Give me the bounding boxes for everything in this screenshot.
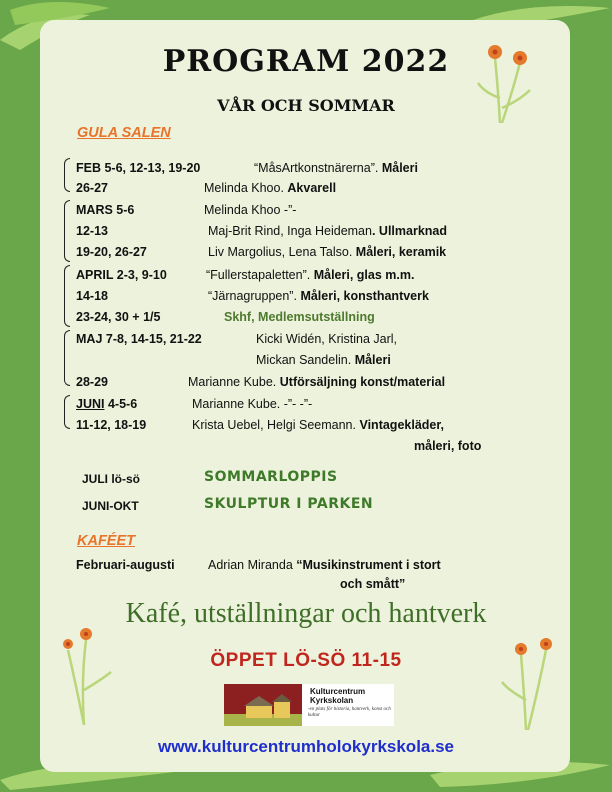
website-link[interactable]: www.kulturcentrumholokyrkskola.se	[157, 737, 454, 756]
row-text: Melinda Khoo -”-	[204, 203, 297, 217]
kafeet-text: Adrian Miranda “Musikinstrument i stort	[208, 558, 441, 572]
row-text: Melinda Khoo. Akvarell	[204, 181, 337, 195]
row-date: 26-27	[76, 181, 108, 195]
row-text: Kicki Widén, Kristina Jarl,	[256, 332, 398, 346]
flower-icon-bottom-right	[496, 620, 566, 730]
row-text: Marianne Kube. Utförsäljning konst/material	[188, 375, 446, 389]
row-text: “Järnagruppen”. Måleri, konsthantverk	[208, 289, 429, 303]
summer-date: JUNI-OKT	[82, 499, 139, 513]
logo-image	[224, 684, 302, 726]
bracket-maj	[64, 330, 70, 386]
bracket-april	[64, 265, 70, 327]
summer-event: SOMMARLOPPIS	[204, 469, 338, 485]
row-text: “MåsArtkonstnärerna”. Måleri	[254, 161, 418, 175]
row-date: 23-24, 30 + 1/5	[76, 310, 161, 324]
page-title: PROGRAM 2022	[162, 44, 450, 79]
opening-hours: ÖPPET LÖ-SÖ 11-15	[210, 650, 402, 671]
row-text: Krista Uebel, Helgi Seemann. Vintagekläder,	[192, 418, 445, 432]
row-date: FEB 5-6, 12-13, 19-20	[76, 161, 201, 175]
row-date: 14-18	[76, 289, 108, 303]
logo-name: Kulturcentrum Kyrkskolan	[310, 687, 366, 705]
summer-event: SKULPTUR I PARKEN	[204, 496, 374, 512]
kafeet-text-continued: och smått”	[340, 577, 406, 591]
summer-date: JULI lö-sö	[82, 472, 141, 486]
row-date: 12-13	[76, 224, 108, 238]
section-heading-kafeet: KAFÉET	[77, 533, 135, 549]
row-date: 19-20, 26-27	[76, 245, 147, 259]
row-date: MARS 5-6	[76, 203, 135, 217]
section-heading-gula-salen: GULA SALEN	[77, 125, 171, 141]
row-date: APRIL 2-3, 9-10	[76, 268, 167, 282]
row-text: Marianne Kube. -”- -”-	[192, 397, 313, 411]
row-text-continued: måleri, foto	[414, 439, 482, 453]
bracket-mars	[64, 200, 70, 262]
bracket-juni	[64, 395, 70, 429]
row-text: Mickan Sandelin. Måleri	[256, 353, 391, 367]
row-date: MAJ 7-8, 14-15, 21-22	[76, 332, 202, 346]
kafeet-date: Februari-augusti	[76, 558, 175, 572]
row-text: Liv Margolius, Lena Talso. Måleri, keramik	[208, 245, 447, 259]
bracket-feb	[64, 158, 70, 192]
logo	[224, 684, 394, 726]
row-date: 28-29	[76, 375, 108, 389]
logo-tagline: -en plats för historia, hantverk, konst och kultur	[308, 707, 391, 718]
row-date: 11-12, 18-19	[76, 418, 147, 432]
banner-tagline: Kafé, utställningar och hantverk	[125, 598, 487, 629]
page-subtitle: VÅR OCH SOMMAR	[217, 96, 395, 115]
row-text: Maj-Brit Rind, Inga Heideman. Ullmarknad	[208, 224, 447, 238]
row-text: “Fullerstapaletten”. Måleri, glas m.m.	[206, 268, 415, 282]
row-date: JUNI 4-5-6	[76, 397, 138, 411]
row-text-highlight: Skhf, Medlemsutställning	[224, 310, 375, 324]
